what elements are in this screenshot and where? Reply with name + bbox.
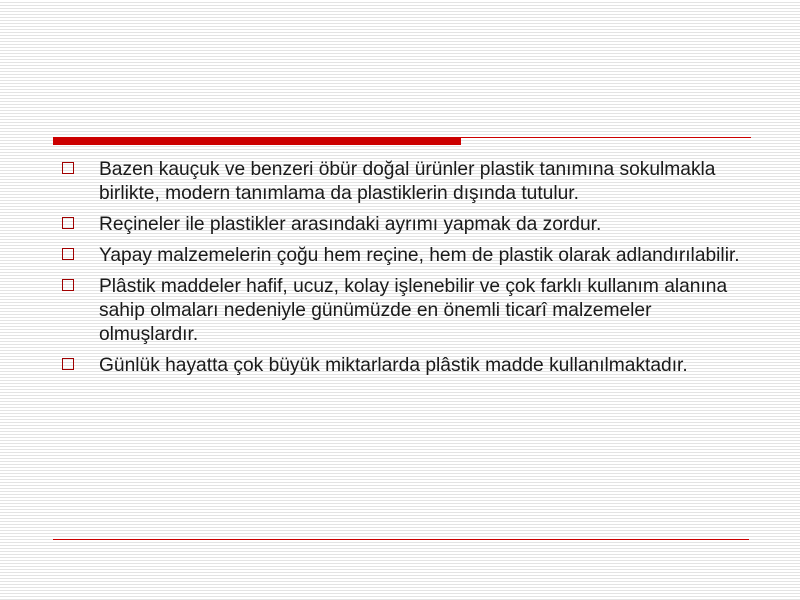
title-divider-thin xyxy=(461,137,751,138)
bullet-text: Plâstik maddeler hafif, ucuz, kolay işlenebilir ve çok farklı kullanım alanına sahip olmaları nedeniyle günümüzde en önemli ticarî malzemeler olmuşlardır. xyxy=(99,276,728,345)
hollow-square-bullet-icon xyxy=(62,358,74,370)
bullet-text: Bazen kauçuk ve benzeri öbür doğal ürünler plastik tanımına sokulmakla birlikte, modern tanımlama da plastiklerin dışında tutulur. xyxy=(99,159,716,204)
bullet-list xyxy=(60,158,750,378)
hollow-square-bullet-icon xyxy=(62,217,74,229)
bullet-item xyxy=(60,158,750,206)
title-divider-thick xyxy=(53,137,461,145)
bullet-item xyxy=(60,244,750,268)
bullet-text: Yapay malzemelerin çoğu hem reçine, hem de plastik olarak adlandırılabilir. xyxy=(99,245,740,266)
hollow-square-bullet-icon xyxy=(62,162,74,174)
bullet-text: Günlük hayatta çok büyük miktarlarda plâstik madde kullanılmaktadır. xyxy=(99,355,688,376)
hollow-square-bullet-icon xyxy=(62,248,74,260)
footer-divider xyxy=(53,539,749,540)
bullet-item xyxy=(60,213,750,237)
bullet-text: Reçineler ile plastikler arasındaki ayrımı yapmak da zordur. xyxy=(99,214,602,235)
bullet-item xyxy=(60,354,750,378)
bullet-item xyxy=(60,275,750,347)
hollow-square-bullet-icon xyxy=(62,279,74,291)
